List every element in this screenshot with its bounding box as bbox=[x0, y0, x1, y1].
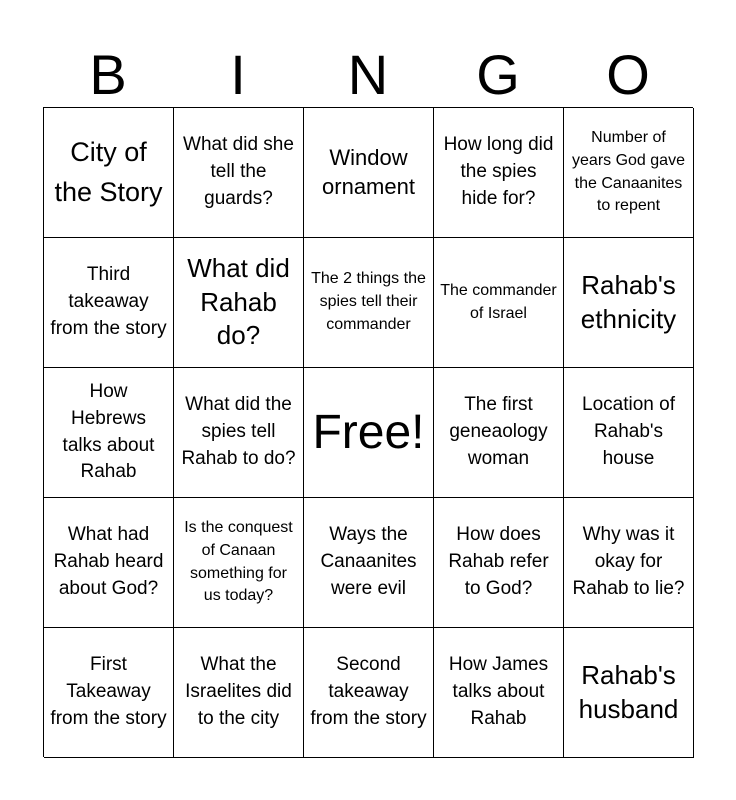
bingo-cell bbox=[304, 628, 434, 758]
cell-text: Second takeaway from the story bbox=[310, 654, 427, 729]
header-letter-g: G bbox=[476, 43, 520, 106]
cell-text: Number of years God gave the Canaanites to repent bbox=[572, 129, 685, 215]
bingo-cell bbox=[564, 498, 694, 628]
cell-text: The commander of Israel bbox=[440, 281, 557, 322]
cell-text: Rahab's ethnicity bbox=[580, 269, 677, 334]
cell-text: First Takeaway from the story bbox=[50, 654, 167, 729]
bingo-cell bbox=[174, 498, 304, 628]
bingo-cell bbox=[434, 108, 564, 238]
bingo-cell bbox=[44, 498, 174, 628]
bingo-cell bbox=[174, 108, 304, 238]
header-letter-b: B bbox=[89, 43, 127, 106]
bingo-cell bbox=[304, 238, 434, 368]
bingo-header bbox=[43, 44, 693, 106]
cell-text: Window ornament bbox=[322, 144, 415, 199]
bingo-cell bbox=[304, 498, 434, 628]
bingo-cell bbox=[174, 368, 304, 498]
cell-text: City of the Story bbox=[54, 137, 163, 207]
cell-text: Is the conquest of Canaan something for us today? bbox=[184, 519, 293, 605]
bingo-cell bbox=[174, 238, 304, 368]
bingo-cell bbox=[564, 368, 694, 498]
free-space-label: Free! bbox=[312, 405, 425, 459]
bingo-cell bbox=[434, 238, 564, 368]
cell-text: How Hebrews talks about Rahab bbox=[62, 380, 155, 483]
bingo-cell bbox=[434, 498, 564, 628]
bingo-cell bbox=[564, 628, 694, 758]
cell-text: What did she tell the guards? bbox=[183, 134, 294, 209]
bingo-cell bbox=[564, 108, 694, 238]
cell-text: Location of Rahab's house bbox=[582, 394, 675, 469]
bingo-cell bbox=[44, 368, 174, 498]
header-letter-n: N bbox=[347, 43, 389, 106]
cell-text: How long did the spies hide for? bbox=[443, 134, 554, 209]
bingo-cell bbox=[174, 628, 304, 758]
cell-text: Third takeaway from the story bbox=[50, 264, 167, 339]
cell-text: What did the spies tell Rahab to do? bbox=[181, 394, 296, 469]
bingo-cell bbox=[304, 108, 434, 238]
bingo-cell bbox=[44, 238, 174, 368]
cell-text: What had Rahab heard about God? bbox=[53, 524, 164, 599]
free-space-cell bbox=[304, 368, 434, 498]
cell-text: The 2 things the spies tell their commander bbox=[311, 270, 426, 333]
header-letter-i: I bbox=[230, 43, 246, 106]
header-letter-o: O bbox=[606, 43, 650, 106]
cell-text: The first geneaology woman bbox=[449, 394, 548, 469]
cell-text: What the Israelites did to the city bbox=[185, 654, 292, 729]
bingo-cell bbox=[44, 108, 174, 238]
cell-text: Ways the Canaanites were evil bbox=[320, 524, 417, 599]
bingo-cell bbox=[564, 238, 694, 368]
bingo-cell bbox=[434, 628, 564, 758]
cell-text: How does Rahab refer to God? bbox=[448, 524, 549, 599]
bingo-cell bbox=[44, 628, 174, 758]
cell-text: What did Rahab do? bbox=[187, 252, 290, 351]
bingo-cell bbox=[434, 368, 564, 498]
cell-text: Rahab's husband bbox=[578, 659, 679, 724]
bingo-board bbox=[43, 107, 693, 757]
cell-text: How James talks about Rahab bbox=[448, 654, 549, 729]
cell-text: Why was it okay for Rahab to lie? bbox=[572, 524, 685, 599]
